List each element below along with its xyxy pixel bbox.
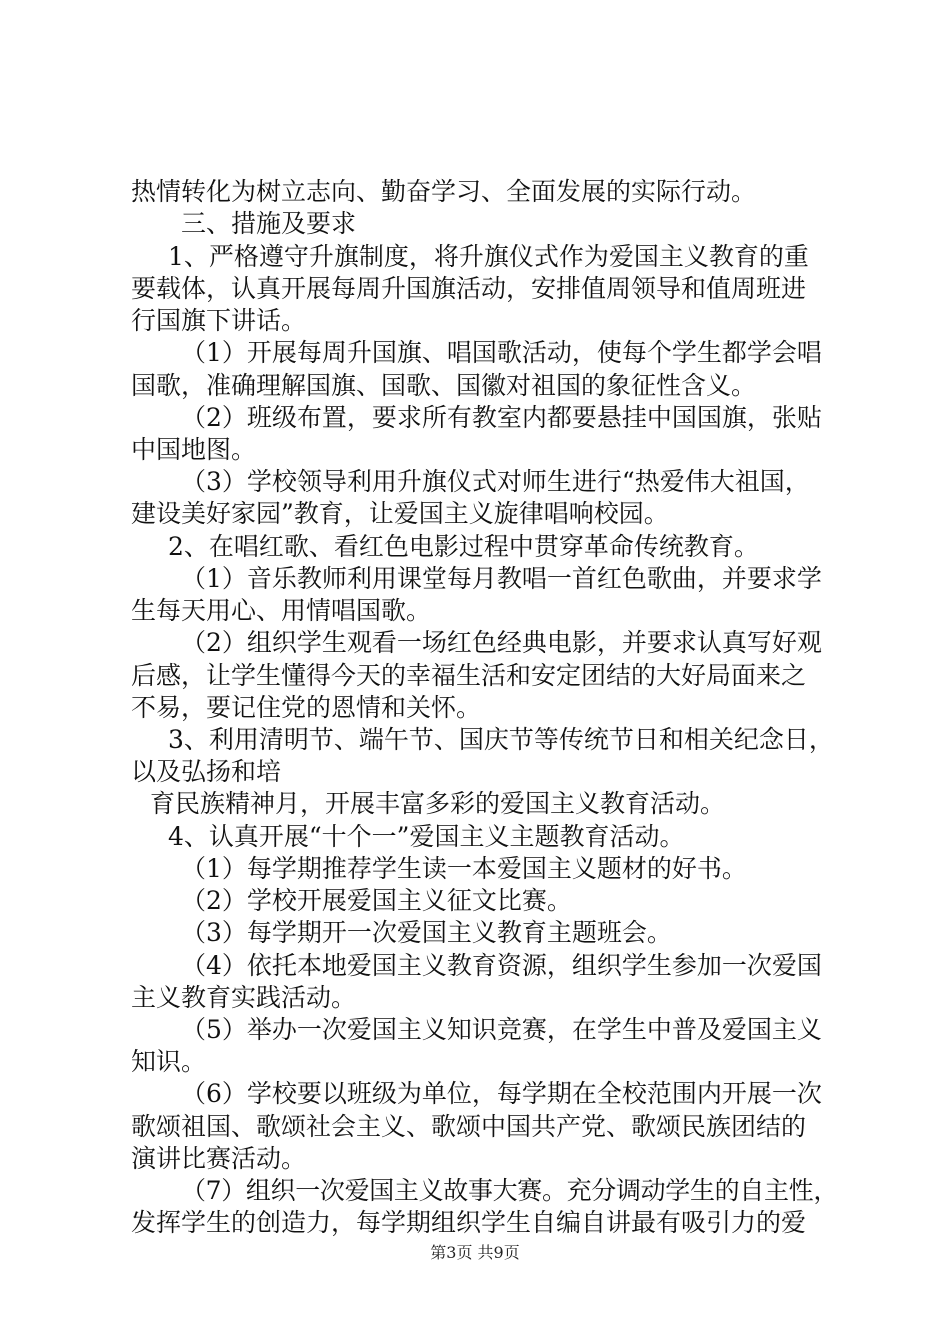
page-number-footer: 第3页 共9页 (430, 1243, 520, 1262)
paragraph-line: 后感，让学生懂得今天的幸福生活和安定团结的大好局面来之 (131, 661, 807, 690)
paragraph-line: 2、在唱红歌、看红色电影过程中贯穿革命传统教育。 (168, 532, 759, 561)
paragraph-line: （3）每学期开一次爱国主义教育主题班会。 (181, 918, 672, 947)
section-heading: 三、措施及要求 (181, 209, 357, 238)
paragraph-line: 中国地图。 (131, 435, 257, 464)
paragraph-line: 建设美好家园”教育，让爱国主义旋律唱响校园。 (131, 499, 669, 528)
paragraph-line: 演讲比赛活动。 (131, 1144, 307, 1173)
paragraph-line: 热情转化为树立志向、勤奋学习、全面发展的实际行动。 (131, 177, 757, 206)
paragraph-line: （4）依托本地爱国主义教育资源，组织学生参加一次爱国 (181, 951, 822, 980)
paragraph-line: （2）班级布置，要求所有教室内都要悬挂中国国旗，张贴 (181, 403, 822, 432)
paragraph-line: 4、认真开展“十个一”爱国主义主题教育活动。 (168, 822, 685, 851)
paragraph-line: （7）组织一次爱国主义故事大赛。充分调动学生的自主性， (181, 1176, 838, 1205)
paragraph-line: 歌颂祖国、歌颂社会主义、歌颂中国共产党、歌颂民族团结的 (131, 1112, 807, 1141)
paragraph-line: 育民族精神月，开展丰富多彩的爱国主义教育活动。 (150, 789, 726, 818)
paragraph-line: （1）开展每周升国旗、唱国歌活动，使每个学生都学会唱 (181, 338, 822, 367)
paragraph-line: （2）学校开展爱国主义征文比赛。 (181, 886, 572, 915)
paragraph-line: （1）每学期推荐学生读一本爱国主义题材的好书。 (181, 854, 747, 883)
paragraph-line: 行国旗下讲话。 (131, 306, 307, 335)
paragraph-line: 要载体，认真开展每周升国旗活动，安排值周领导和值周班进 (131, 274, 807, 303)
paragraph-line: 发挥学生的创造力，每学期组织学生自编自讲最有吸引力的爱 (131, 1208, 807, 1237)
paragraph-line: 1、严格遵守升旗制度，将升旗仪式作为爱国主义教育的重 (168, 242, 809, 271)
paragraph-line: （6）学校要以班级为单位，每学期在全校范围内开展一次 (181, 1079, 822, 1108)
paragraph-line: （1）音乐教师利用课堂每月教唱一首红色歌曲，并要求学 (181, 564, 822, 593)
paragraph-line: （3）学校领导利用升旗仪式对师生进行“热爱伟大祖国， (181, 467, 810, 496)
paragraph-line: 知识。 (131, 1047, 207, 1076)
paragraph-line: 以及弘扬和培 (131, 757, 282, 786)
paragraph-line: 生每天用心、用情唱国歌。 (131, 596, 432, 625)
paragraph-line: 不易，要记住党的恩情和关怀。 (131, 693, 482, 722)
paragraph-line: （5）举办一次爱国主义知识竞赛，在学生中普及爱国主义 (181, 1015, 822, 1044)
paragraph-line: 国歌，准确理解国旗、国歌、国徽对祖国的象征性含义。 (131, 371, 757, 400)
paragraph-line: 主义教育实践活动。 (131, 983, 357, 1012)
paragraph-line: 3、利用清明节、端午节、国庆节等传统节日和相关纪念日， (168, 725, 834, 754)
paragraph-line: （2）组织学生观看一场红色经典电影，并要求认真写好观 (181, 628, 822, 657)
